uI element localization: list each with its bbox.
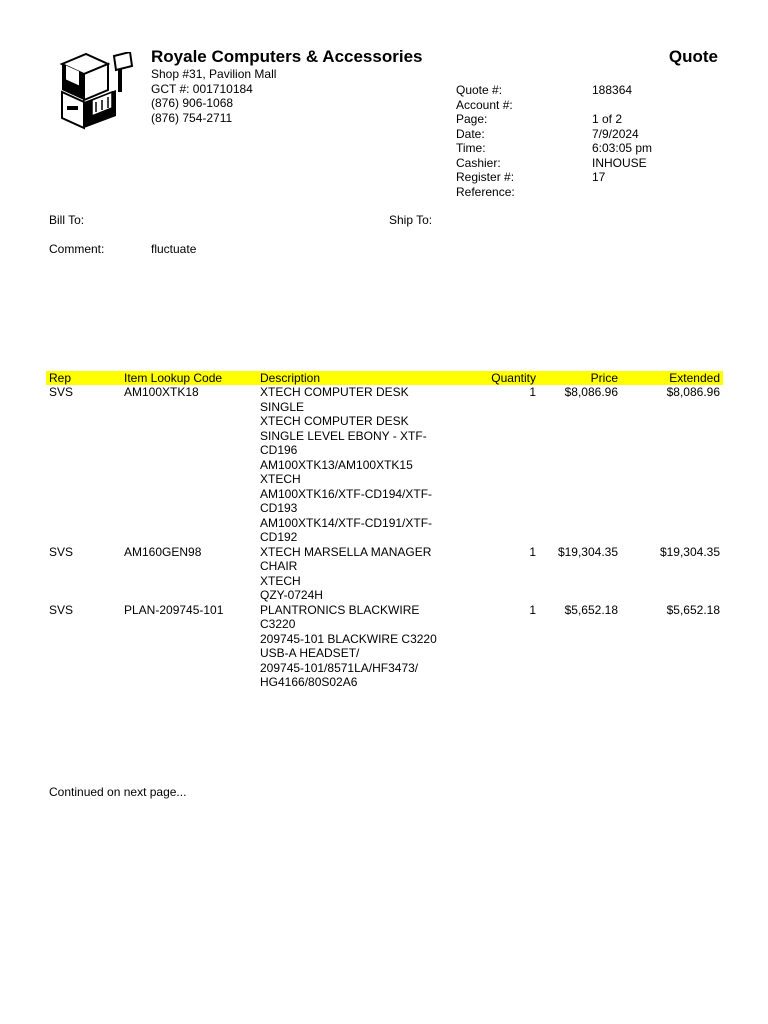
description-line: HG4166/80S02A6 [260,675,358,689]
description-line: XTECH [260,472,301,486]
description-line: CHAIR [260,559,298,573]
cell-price: $5,652.18 [564,602,618,617]
register-logo-icon [58,52,136,132]
header-description: Description [260,371,321,385]
cell-extended: $5,652.18 [666,602,720,617]
header-extended: Extended [669,371,720,385]
description-line: PLANTRONICS BLACKWIRE [260,602,420,617]
cell-quantity: 1 [529,385,536,399]
meta-label: Reference: [456,184,515,199]
meta-value: 7/9/2024 [592,126,639,141]
meta-label: Page: [456,112,488,126]
company-address-block [151,67,276,125]
comment-value: fluctuate [151,242,197,256]
description-line: CD193 [260,501,298,515]
meta-label: Account #: [456,97,513,112]
company-gct: GCT #: 001710184 [151,81,253,96]
table-row [46,545,723,603]
cell-item-code: AM160GEN98 [124,544,202,559]
description-line: 209745-101 BLACKWIRE C3220 [260,631,437,646]
company-name: Royale Computers & Accessories [151,47,423,66]
cell-extended: $8,086.96 [666,385,720,399]
bill-to-label: Bill To: [49,213,85,227]
company-address: Shop #31, Pavilion Mall [151,67,277,81]
meta-value: 188364 [592,83,633,97]
meta-label: Time: [456,141,486,155]
meta-value: INHOUSE [592,155,647,170]
meta-row [456,141,652,156]
quote-meta [456,83,652,199]
header-item-lookup-code: Item Lookup Code [124,371,223,385]
description-line: SINGLE [260,399,305,414]
comment-label: Comment: [49,242,105,256]
company-phone-2: (876) 754-2711 [151,110,233,125]
company-phone-1: (876) 906-1068 [151,96,234,110]
meta-label: Quote #: [456,83,503,97]
description-line: AM100XTK16/XTF-CD194/XTF- [260,486,433,501]
cell-quantity: 1 [529,602,536,617]
header-price: Price [590,371,618,385]
table-header [46,371,723,385]
description-line: XTECH COMPUTER DESK [260,414,409,428]
description-line: XTECH COMPUTER DESK [260,385,409,399]
description-line: AM100XTK13/AM100XTK15 [260,457,413,472]
table-row [46,603,723,690]
cell-quantity: 1 [529,544,536,559]
line-items-table [46,371,723,690]
cell-rep: SVS [49,544,74,559]
meta-row [456,127,652,142]
meta-label: Register #: [456,170,515,184]
continued-note: Continued on next page... [49,785,187,799]
meta-value: 6:03:05 pm [592,141,653,155]
cell-rep: SVS [49,602,74,617]
cell-extended: $19,304.35 [659,544,720,559]
cell-rep: SVS [49,385,74,399]
header-quantity: Quantity [491,371,536,385]
description-line: C3220 [260,617,296,631]
description-line: AM100XTK14/XTF-CD191/XTF- [260,515,433,530]
description-line: SINGLE LEVEL EBONY - XTF- [260,428,427,443]
description-line: XTECH MARSELLA MANAGER [260,544,432,559]
header-rep: Rep [49,371,72,385]
document-title: Quote [668,47,718,66]
meta-row [456,185,652,200]
description-line: CD196 [260,443,298,457]
meta-row [456,98,652,113]
meta-row [456,83,652,98]
cell-price: $19,304.35 [557,544,618,559]
meta-row [456,156,652,171]
meta-label: Cashier: [456,155,501,170]
cell-item-code: AM100XTK18 [124,385,199,399]
meta-value: 17 [592,170,606,184]
meta-value: 1 of 2 [592,112,623,126]
cell-description [260,545,446,603]
description-line: USB-A HEADSET/ [260,646,360,660]
meta-label: Date: [456,126,485,141]
description-line: CD192 [260,530,298,544]
meta-row [456,112,652,127]
cell-price: $8,086.96 [564,385,618,399]
meta-row [456,170,652,185]
cell-description [260,385,446,545]
cell-item-code: PLAN-209745-101 [124,602,224,617]
table-row [46,385,723,545]
description-line: 209745-101/8571LA/HF3473/ [260,660,419,675]
cell-description [260,603,446,690]
ship-to-label: Ship To: [389,213,433,227]
description-line: QZY-0724H [260,588,323,602]
description-line: XTECH [260,573,301,588]
